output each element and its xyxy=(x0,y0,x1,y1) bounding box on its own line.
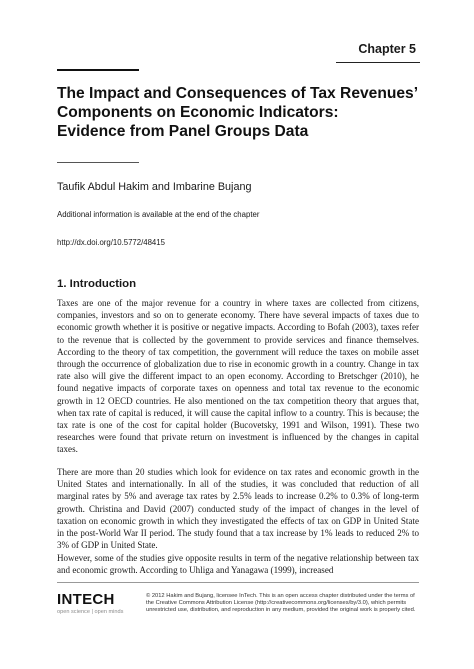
body-paragraph: However, some of the studies give opposite results in term of the negative relationship between tax and economic growth. According to Uhliga and Yanagawa (1999), increased xyxy=(57,553,419,576)
body-paragraph: Taxes are one of the major revenue for a country in where taxes are collected from citizens, companies, investors and so on to generate economy. There have several impacts of taxes due to economic growth whether it is positive or negative impacts. According to Bofah (2003), taxes refer to the revenue that is collected by the government to provide services and finance themselves. According to the theory of tax competition, the government will reduce the taxes on mobile asset through the occurrence of globalization due to rise in economic growth in a country. Change in tax rate also will give the different impact to an open economy. According to Bretschger (2010), he found negative impacts of corporate taxes on openness and total tax revenue to the economic growth in 12 OECD countries. He also mentioned on the tax competition theory that argues that, when tax rate of capital is reduced, it will cause the capital inflow to a country. This is because; the tax rate is one of the cost for capital holder (Bucovetsky, 1991 and Wilson, 1991). These two researches were found that private return on investment is influenced by the changes in capital taxes. xyxy=(57,298,419,455)
additional-info: Additional information is available at the end of the chapter xyxy=(57,210,260,219)
chapter-label: Chapter 5 xyxy=(358,42,416,56)
footer-rule xyxy=(57,582,419,583)
doi-link[interactable]: http://dx.doi.org/10.5772/48415 xyxy=(57,238,165,247)
logo-tagline: open science | open minds xyxy=(57,609,124,615)
chapter-rule xyxy=(336,62,420,63)
paper-title-line: The Impact and Consequences of Tax Revenues’ xyxy=(57,85,419,102)
authors-rule xyxy=(57,162,139,163)
logo-name: INTECH xyxy=(57,591,115,608)
body-paragraph: There are more than 20 studies which look for evidence on tax rates and economic growth in the United States and internationally. In all of the studies, it was concluded that reduction of all marginal rates by 5% and average tax rates by 2.5% leads to increase 0.2% to 0.3% of long-term growth. Christina and David (2007) conducted study of the impact of changes in the level of taxation on economic growth in which they investigated the effects of tax on GDP in United State in the post-World War II period. The study found that a tax increase by 1% leads to reduced 2% to 3% of GDP in United State. xyxy=(57,467,419,551)
title-rule xyxy=(57,69,139,71)
paper-title xyxy=(57,84,437,141)
authors: Taufik Abdul Hakim and Imbarine Bujang xyxy=(57,181,252,193)
section-heading: 1. Introduction xyxy=(57,278,137,290)
paper-title-line: Evidence from Panel Groups Data xyxy=(57,123,309,140)
paper-title-line: Components on Economic Indicators: xyxy=(57,104,339,121)
intech-logo xyxy=(57,592,147,616)
license-text: © 2012 Hakim and Bujang, licensee InTech. This is an open access chapter distributed under the terms of the Creative Commons Attribution License (http://creativecommons.org/licenses/by/3.0), which permits unrestricted use, distribution, and reproduction in any medium, provided the original work is properly cited. xyxy=(146,593,416,614)
